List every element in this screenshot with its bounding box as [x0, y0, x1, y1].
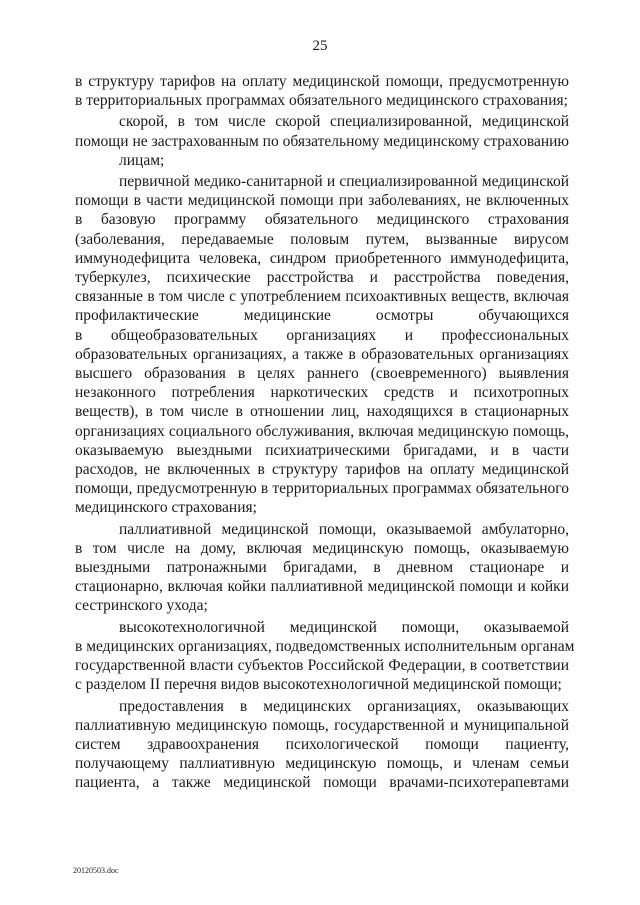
text-line: предоставления в медицинских организациях, оказывающих [119, 697, 569, 715]
text-line: стационарно, включая койки паллиативной медицинской помощи и койки [75, 578, 569, 596]
paragraph [75, 112, 569, 170]
text-line: организациях социального обслуживания, включая медицинскую помощь, [75, 422, 569, 440]
text-line: паллиативной медицинской помощи, оказываемой амбулаторно, [119, 520, 569, 538]
text-line: сестринского ухода; [75, 597, 208, 615]
text-line: в базовую программу обязательного медицинского страхования [75, 211, 569, 229]
text-line: иммунодефицита человека, синдром приобретенного иммунодефицита, [75, 249, 569, 267]
paragraph [75, 697, 569, 793]
text-line: оказываемую выездными психиатрическими бригадами, и в части [75, 441, 569, 459]
text-line: в общеобразовательных организациях и профессиональных [75, 326, 569, 344]
text-line: (заболевания, передаваемые половым путем, вызванные вирусом [75, 230, 569, 248]
text-line: веществ), в том числе в отношении лиц, находящихся в стационарных [75, 403, 569, 421]
text-line: первичной медико-санитарной и специализированной медицинской [119, 173, 569, 191]
paragraph [75, 172, 569, 518]
document-filename: 20120503.doc [73, 866, 119, 875]
text-line: в территориальных программах обязательного медицинского страхования; [75, 92, 568, 110]
text-line: систем здравоохранения психологической помощи пациенту, [75, 735, 569, 753]
text-line: незаконного потребления наркотических средств и психотропных [75, 384, 569, 402]
paragraph [75, 618, 575, 695]
document-body [75, 72, 575, 793]
text-line: государственной власти субъектов Российской Федерации, в соответствии [75, 657, 569, 675]
text-line: скорой, в том числе скорой специализированной, медицинской [119, 113, 569, 131]
text-line: помощи не застрахованным по обязательному медицинскому страхованию [75, 132, 569, 150]
text-line: помощи в части медицинской помощи при заболеваниях, не включенных [75, 192, 569, 210]
text-line: паллиативную медицинскую помощь, государственной и муниципальной [75, 716, 569, 734]
text-line: туберкулез, психические расстройства и расстройства поведения, [75, 269, 569, 287]
text-line: образовательных организациях, а также в образовательных организациях [75, 345, 569, 363]
text-line: помощи, предусмотренную в территориальных программах обязательного [75, 480, 569, 498]
text-line: лицам; [119, 151, 165, 169]
text-line: получающему паллиативную медицинскую помощь, и членам семьи [75, 755, 569, 773]
page-number: 25 [312, 38, 328, 54]
text-line: высокотехнологичной медицинской помощи, оказываемой [119, 618, 569, 636]
text-line: профилактические медицинские осмотры обучающихся [75, 307, 569, 325]
text-line: высшего образования в целях раннего (своевременного) выявления [75, 365, 569, 383]
text-line: связанные в том числе с употреблением психоактивных веществ, включая [75, 288, 569, 306]
text-line: в структуру тарифов на оплату медицинской помощи, предусмотренную [75, 73, 569, 90]
text-line: расходов, не включенных в структуру тарифов на оплату медицинской [75, 461, 569, 479]
text-line: в медицинских организациях, подведомственных исполнительным органам [75, 637, 575, 655]
text-line: выездными патронажными бригадами, в дневном стационаре и [75, 559, 569, 577]
text-line: с разделом II перечня видов высокотехнологичной медицинской помощи; [75, 676, 562, 694]
text-line: медицинского страхования; [75, 499, 257, 517]
text-line: пациента, а также медицинской помощи врачами-психотерапевтами [75, 774, 569, 792]
text-line: в том числе на дому, включая медицинскую помощь, оказываемую [75, 539, 569, 557]
paragraph [75, 520, 569, 616]
paragraph [75, 72, 569, 110]
